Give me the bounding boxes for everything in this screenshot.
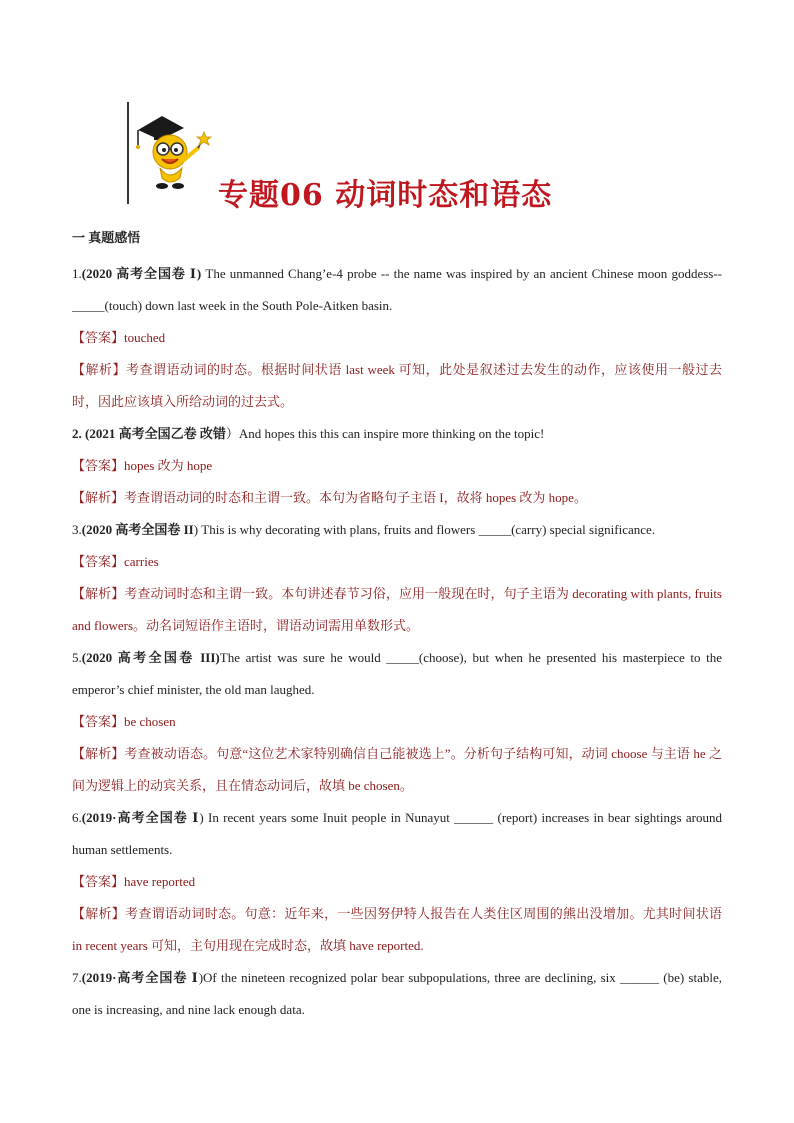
answer-1: [72, 322, 722, 354]
answer-label: 【答案】: [72, 554, 125, 569]
analysis-label: 【解析】: [72, 586, 125, 601]
analysis-6: [72, 898, 722, 962]
question-text: The artist was sure he would _____(choose), but when he presented his masterpiece to the emperor’s chief minister, the old man laughed.: [72, 650, 722, 697]
answer-label: 【答案】: [72, 458, 125, 473]
analysis-2: [72, 482, 722, 514]
question-7: [72, 962, 722, 1026]
answer-label: 【答案】: [72, 714, 125, 729]
answer-label: 【答案】: [72, 874, 125, 889]
question-text: )Of the nineteen recognized polar bear subpopulations, three are declining, six ______ (be) stable, one is increasing, and nine lack enough data.: [72, 970, 723, 1017]
analysis-3: [72, 578, 722, 642]
question-number: 6.: [72, 810, 82, 825]
answer-3: [72, 546, 722, 578]
analysis-text: 考查谓语动词时态。句意：近年来，一些因努伊特人报告在人类住区周围的熊出没增加。尤其时间状语 in recent years 可知，主句用现在完成时态，故填 have reported.: [72, 906, 722, 953]
question-1: [72, 258, 722, 322]
analysis-text: 考查谓语动词的时态和主谓一致。本句为省略句子主语 I，故将 hopes 改为 hope。: [124, 490, 587, 505]
page-title: 专题06 动词时态和语态: [218, 178, 553, 213]
question-5: [72, 642, 722, 706]
header-divider: [127, 102, 129, 204]
question-source: (2019·高考全国卷 Ⅰ: [81, 810, 200, 825]
question-source: (2021 高考全国乙卷 改错: [85, 426, 226, 441]
page-header: [0, 0, 794, 220]
analysis-text: 考查被动语态。句意“这位艺术家特别确信自己能被选上”。分析句子结构可知，动词 choose 与主语 he 之间为逻辑上的动宾关系，且在情态动词后，故填 be chosen。: [72, 746, 722, 793]
question-source: (2020 高考全国卷 III): [81, 650, 220, 665]
analysis-text: 考查谓语动词的时态。根据时间状语 last week 可知，此处是叙述过去发生的动作，应该使用一般过去时，因此应该填入所给动词的过去式。: [72, 362, 722, 409]
answer-6: [72, 866, 722, 898]
answer-text: have reported: [124, 874, 196, 889]
question-number: 3.: [72, 522, 82, 537]
section-title: 一 真题感悟: [72, 230, 141, 245]
answer-text: carries: [124, 554, 159, 569]
question-text: The unmanned Chang’e-4 probe -- the name was inspired by an ancient Chinese moon goddess--_____(touch) down last week in the South Pole-Aitken basin.: [72, 266, 722, 313]
answer-text: be chosen: [124, 714, 176, 729]
analysis-label: 【解析】: [72, 362, 126, 377]
question-source: (2020 高考全国卷 II: [81, 522, 194, 537]
question-text: ) In recent years some Inuit people in Nunayut ______ (report) increases in bear sightings around human settlements.: [72, 810, 722, 857]
answer-5: [72, 706, 722, 738]
analysis-1: [72, 354, 722, 418]
answer-text: touched: [124, 330, 166, 345]
question-text: ）And hopes this this can inspire more thinking on the topic!: [225, 426, 545, 441]
graduate-mascot-icon: [132, 100, 214, 190]
question-3: [72, 514, 722, 546]
question-source: (2020 高考全国卷 Ⅰ): [81, 266, 202, 281]
question-number: 1.: [72, 266, 82, 281]
answer-text: hopes 改为 hope: [124, 458, 213, 473]
question-number: 5.: [72, 650, 82, 665]
analysis-label: 【解析】: [72, 746, 125, 761]
question-number: 7.: [72, 970, 82, 985]
answer-2: [72, 450, 722, 482]
answer-label: 【答案】: [72, 330, 125, 345]
analysis-5: [72, 738, 722, 802]
question-number: 2.: [72, 426, 85, 441]
analysis-label: 【解析】: [72, 906, 126, 921]
analysis-text: 考查动词时态和主谓一致。本句讲述春节习俗，应用一般现在时，句子主语为 decorating with plants, fruits and flowers。动名词短语作主语时，谓语动词需用单数形式。: [72, 586, 722, 633]
content: [72, 227, 722, 1026]
question-source: (2019·高考全国卷 Ⅰ: [81, 970, 199, 985]
question-2: [72, 418, 722, 450]
analysis-label: 【解析】: [72, 490, 125, 505]
question-6: [72, 802, 722, 866]
question-text: ) This is why decorating with plans, fruits and flowers _____(carry) special significance.: [193, 522, 656, 537]
